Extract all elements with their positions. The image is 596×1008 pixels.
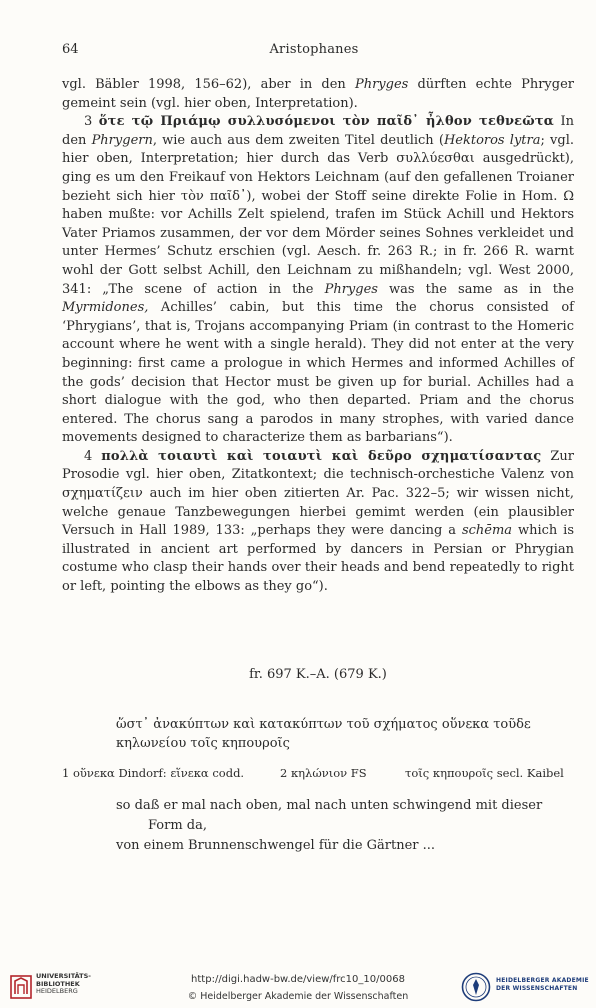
academy-name-line: HEIDELBERGER AKADEMIE bbox=[496, 977, 589, 984]
paragraph-continued bbox=[62, 76, 574, 113]
italic-title: Phrygern bbox=[91, 132, 153, 148]
greek-verse-line: ὥστ᾽ ἀνακύπτων καὶ κατακύπτων τοῦ σχήματος οὕνεκα τοῦδε bbox=[116, 717, 531, 732]
copyright-notice: © Heidelberger Akademie der Wissenschaften bbox=[187, 991, 409, 1002]
text-run: was the same as in the bbox=[377, 281, 574, 297]
commentary-note-3 bbox=[62, 113, 574, 448]
greek-lemma: ὅτε τῷ Πριάμῳ συλλυσόμενοι τὸν παῖδ᾽ ἦλθον τεθνεῶτα bbox=[98, 114, 554, 130]
academy-name bbox=[496, 977, 589, 993]
italic-title: Myrmidones, bbox=[62, 300, 149, 316]
library-name-line: UNIVERSITÄTS- bbox=[36, 972, 91, 980]
academy-seal-icon bbox=[461, 972, 491, 1002]
library-name-line: BIBLIOTHEK bbox=[36, 979, 80, 988]
commentary-body bbox=[62, 76, 574, 597]
translation-line: so daß er mal nach oben, mal nach unten schwingend mit dieser bbox=[116, 798, 543, 813]
text-run: which is illustrated in ancient art performed by dancers in Persian or Phrygian costume who clasp their hands over their heads and bend repeatedly to right or left, pointing the elbows as they go“). bbox=[62, 523, 574, 595]
text-run: vgl. Bäbler 1998, 156–62), aber in den bbox=[62, 77, 355, 92]
fragment-greek-text bbox=[116, 715, 576, 753]
running-title: Aristophanes bbox=[269, 42, 359, 57]
greek-verse-line: κηλωνείου τοῖς κηπουροῖς bbox=[116, 736, 290, 751]
greek-lemma: πολλὰ τοιαυτὶ καὶ τοιαυτὶ καὶ δεῦρο σχηματίσαντας bbox=[101, 448, 542, 464]
line-number: 3 bbox=[84, 114, 99, 130]
permalink-url[interactable]: http://digi.hadw-bw.de/view/frc10_10/0068 bbox=[191, 974, 405, 985]
italic-term: schēma bbox=[461, 523, 513, 539]
italic-title: Phryges bbox=[324, 281, 378, 297]
text-run: In den bbox=[62, 114, 575, 148]
commentary-note-4 bbox=[62, 448, 574, 597]
library-name-line: HEIDELBERG bbox=[36, 987, 78, 995]
translation bbox=[116, 796, 574, 856]
digitization-footer bbox=[0, 964, 596, 1008]
italic-title: Phryges bbox=[354, 77, 409, 92]
text-run: Zur Prosodie vgl. hier oben, Zitatkontext; die technisch-orchestiche Valenz von σχηματίζειν auch im hier oben zitierten Ar. Pac. 322–5; wir wissen nicht, welche genaue Tanzbewegungen hierbei gemimt werden (ein plausibler Versuch in Hall 1989, 133: „perhaps they were dancing a bbox=[62, 448, 574, 539]
italic-title: Hektoros lytra bbox=[443, 132, 541, 148]
apparatus-entry: 2 κηλώνιον FS bbox=[280, 766, 367, 780]
apparatus-entry: τοῖς κηπουροῖς secl. Kaibel bbox=[405, 766, 564, 780]
page-number: 64 bbox=[62, 42, 79, 57]
apparatus-entry: 1 οὕνεκα Dindorf: εἵνεκα codd. bbox=[62, 766, 245, 780]
academy-name-line: DER WISSENSCHAFTEN bbox=[496, 985, 578, 992]
text-run: , wie auch aus dem zweiten Titel deutlich ( bbox=[152, 132, 444, 148]
fragment-title: fr. 697 K.–A. (679 K.) bbox=[249, 667, 387, 682]
text-run: Achilles’ cabin, but this time the chorus consisted of ‘Phrygians’, that is, Trojans accompanying Priam (in contrast to the Homeric account where he went with a single herald). They did not enter at the very beginning: first came a prologue in which Hermes and informed Achilles of the gods’ decision that Hector must be given up for burial. Achilles had a short dialogue with the god, who then departed. Priam and the chorus entered. The chorus sang a parodos in many strophes, with varied dance movements designed to characterize them as barbarians“). bbox=[62, 300, 574, 446]
text-run: dürften echte Phryger gemeint sein (vgl. hier oben, Interpretation). bbox=[62, 77, 574, 111]
translation-line: von einem Brunnenschwengel für die Gärtner ... bbox=[116, 838, 436, 853]
line-number: 4 bbox=[84, 448, 102, 464]
text-run: ; vgl. hier oben, Interpretation; hier durch das Verb συλλύεσθαι ausgedrückt), ging es um den Freikauf von Hektors Leichnam (auf den gefallenen Troianer bezieht sich hier τὸν παῖδ᾽), wobei der Stoff seine direkte Folie in Hom. Ω haben mußte: vor Achills Zelt spielend, trafen im Stück Achill und Hektors Vater Priamos zusammen, der vor dem Mörder seines Sohnes verkleidet und unter Hermes’ Schutz erschien (vgl. Aesch. fr. 263 R.; in fr. 266 R. warnt wohl der Gott selbst Achill, den Leichnam zu mißhandeln; vgl. West 2000, 341: „The scene of action in the bbox=[62, 132, 574, 297]
translation-line: Form da, bbox=[148, 818, 208, 833]
page-header bbox=[62, 42, 566, 62]
